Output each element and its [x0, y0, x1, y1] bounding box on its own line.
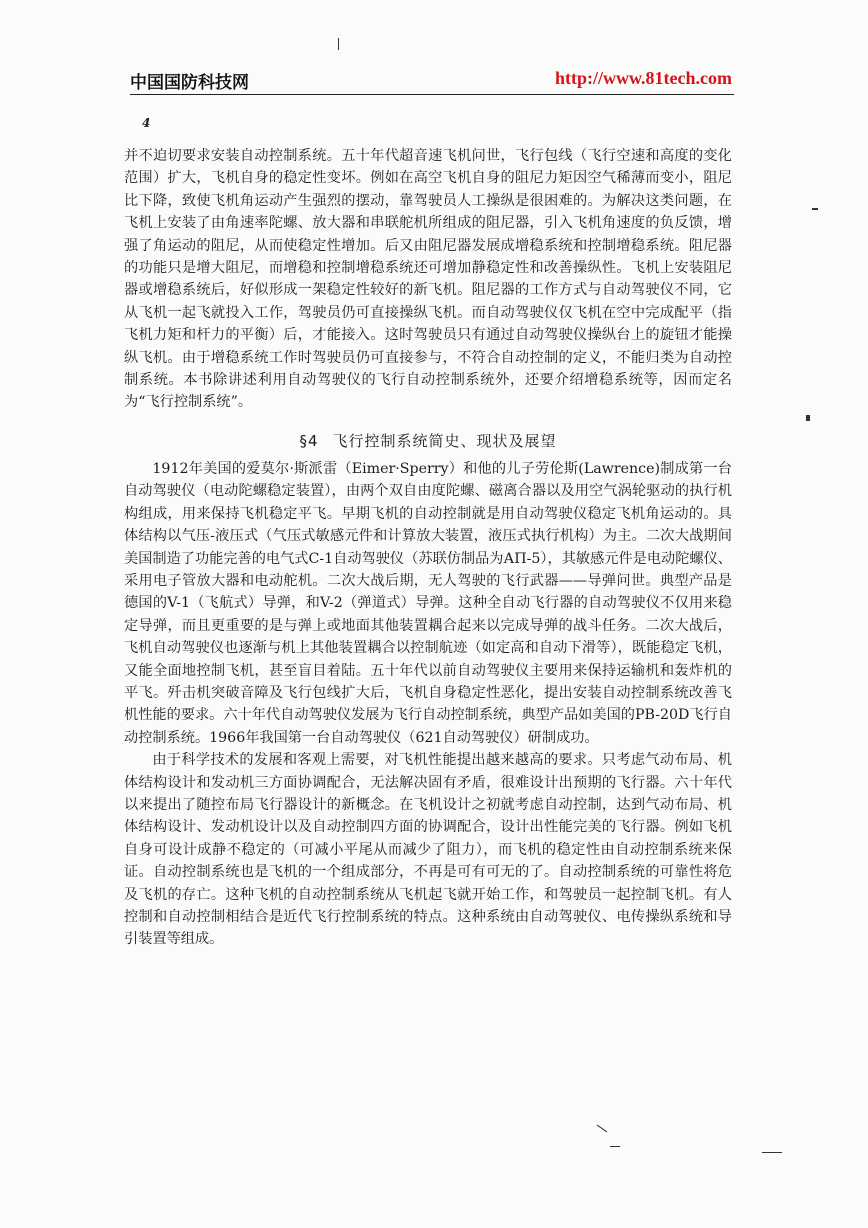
scan-speck — [762, 1152, 782, 1153]
paragraph-history: 1912年美国的爱莫尔·斯派雷（Eimer·Sperry）和他的儿子劳伦斯(Lawrence)制成第一台自动驾驶仪（电动陀螺稳定装置），由两个双自由度陀螺、磁离合器以及用空气涡轮驱动的执行机构组成，用来保持飞机稳定平飞。早期飞机的自动控制就是用自动驾驶仪稳定飞机角运动的。具体结构以气压-液压式（气压式敏感元件和计算放大装置，液压式执行机构）为主。二次大战期间美国制造了功能完善的电气式C-1自动驾驶仪（苏联仿制品为АП-5），其敏感元件是电动陀螺仪、采用电子管放大器和电动舵机。二次大战后期，无人驾驶的飞行武器——导弹问世。典型产品是德国的V-1（飞航式）导弹，和V-2（弹道式）导弹。这种全自动飞行器的自动驾驶仪不仅用来稳定导弹，而且更重要的是与弹上或地面其他装置耦合起来以完成导弹的战斗任务。二次大战后，飞机自动驾驶仪也逐渐与机上其他装置耦合以控制航迹（如定高和自动下滑等），既能稳定飞机，又能全面地控制飞机，甚至盲目着陆。五十年代以前自动驾驶仪主要用来保持运输机和轰炸机的平飞。歼击机突破音障及飞行包线扩大后，飞机自身稳定性恶化，提出安装自动控制系统改善飞机性能的要求。六十年代自动驾驶仪发展为飞行自动控制系统，典型产品如美国的PB-20D飞行自动控制系统。1966年我国第一台自动驾驶仪（621自动驾驶仪）研制成功。 — [124, 460, 732, 746]
section-title: 飞行控制系统简史、现状及展望 — [332, 431, 557, 450]
site-url[interactable]: http://www.81tech.com — [555, 68, 732, 88]
scan-speck — [338, 38, 339, 50]
paragraph-outlook: 由于科学技术的发展和客观上需要，对飞机性能提出越来越高的要求。只考虑气动布局、机体结构设计和发动机三方面协调配合，无法解决固有矛盾，很难设计出预期的飞行器。六十年代以来提出了随控布局飞行器设计的新概念。在飞机设计之初就考虑自动控制，达到气动布局、机体结构设计、发动机设计以及自动控制四方面的协调配合，设计出性能完美的飞行器。例如飞机自身可设计成静不稳定的（可减小平尾从而减少了阻力），而飞机的稳定性由自动控制系统来保证。自动控制系统也是飞机的一个组成部分，不再是可有可无的了。自动控制系统的可靠性将危及飞机的存亡。这种飞机的自动控制系统从飞机起飞就开始工作，和驾驶员一起控制飞机。有人控制和自动控制相结合是近代飞行控制系统的特点。这种系统由自动驾驶仪、电传操纵系统和导引装置等组成。 — [124, 752, 732, 948]
page-number: 4 — [142, 116, 151, 130]
document-body — [124, 145, 732, 951]
scan-speck — [597, 1125, 607, 1133]
section-number: §4 — [299, 431, 319, 450]
section-heading — [124, 430, 732, 452]
header-divider — [130, 94, 734, 95]
site-name: 中国国防科技网 — [130, 73, 249, 93]
scan-speck — [806, 415, 810, 421]
page-header — [130, 68, 732, 92]
paragraph-intro: 并不迫切要求安装自动控制系统。五十年代超音速飞机问世，飞行包线（飞行空速和高度的变化范围）扩大，飞机自身的稳定性变坏。例如在高空飞机自身的阻尼力矩因空气稀薄而变小，阻尼比下降，致使飞机角运动产生强烈的摆动，靠驾驶员人工操纵是很困难的。为解决这类问题，在飞机上安装了由角速率陀螺、放大器和串联舵机所组成的阻尼器，引入飞机角速度的负反馈，增强了角运动的阻尼，从而使稳定性增加。后又由阻尼器发展成增稳系统和控制增稳系统。阻尼器的功能只是增大阻尼，而增稳和控制增稳系统还可增加静稳定性和改善操纵性。飞机上安装阻尼器或增稳系统后，好似形成一架稳定性较好的新飞机。阻尼器的工作方式与自动驾驶仪不同，它从飞机一起飞就投入工作，驾驶员仍可直接操纵飞机。而自动驾驶仪仅飞机在空中完成配平（指飞机力矩和杆力的平衡）后，才能接入。这时驾驶员只有通过自动驾驶仪操纵台上的旋钮才能操纵飞机。由于增稳系统工作时驾驶员仍可直接参与，不符合自动控制的定义，不能归类为自动控制系统。本书除讲述利用自动驾驶仪的飞行自动控制系统外，还要介绍增稳系统等，因而定名为“飞行控制系统”。 — [124, 148, 732, 411]
scan-speck — [610, 1146, 620, 1147]
scan-speck — [812, 208, 818, 210]
